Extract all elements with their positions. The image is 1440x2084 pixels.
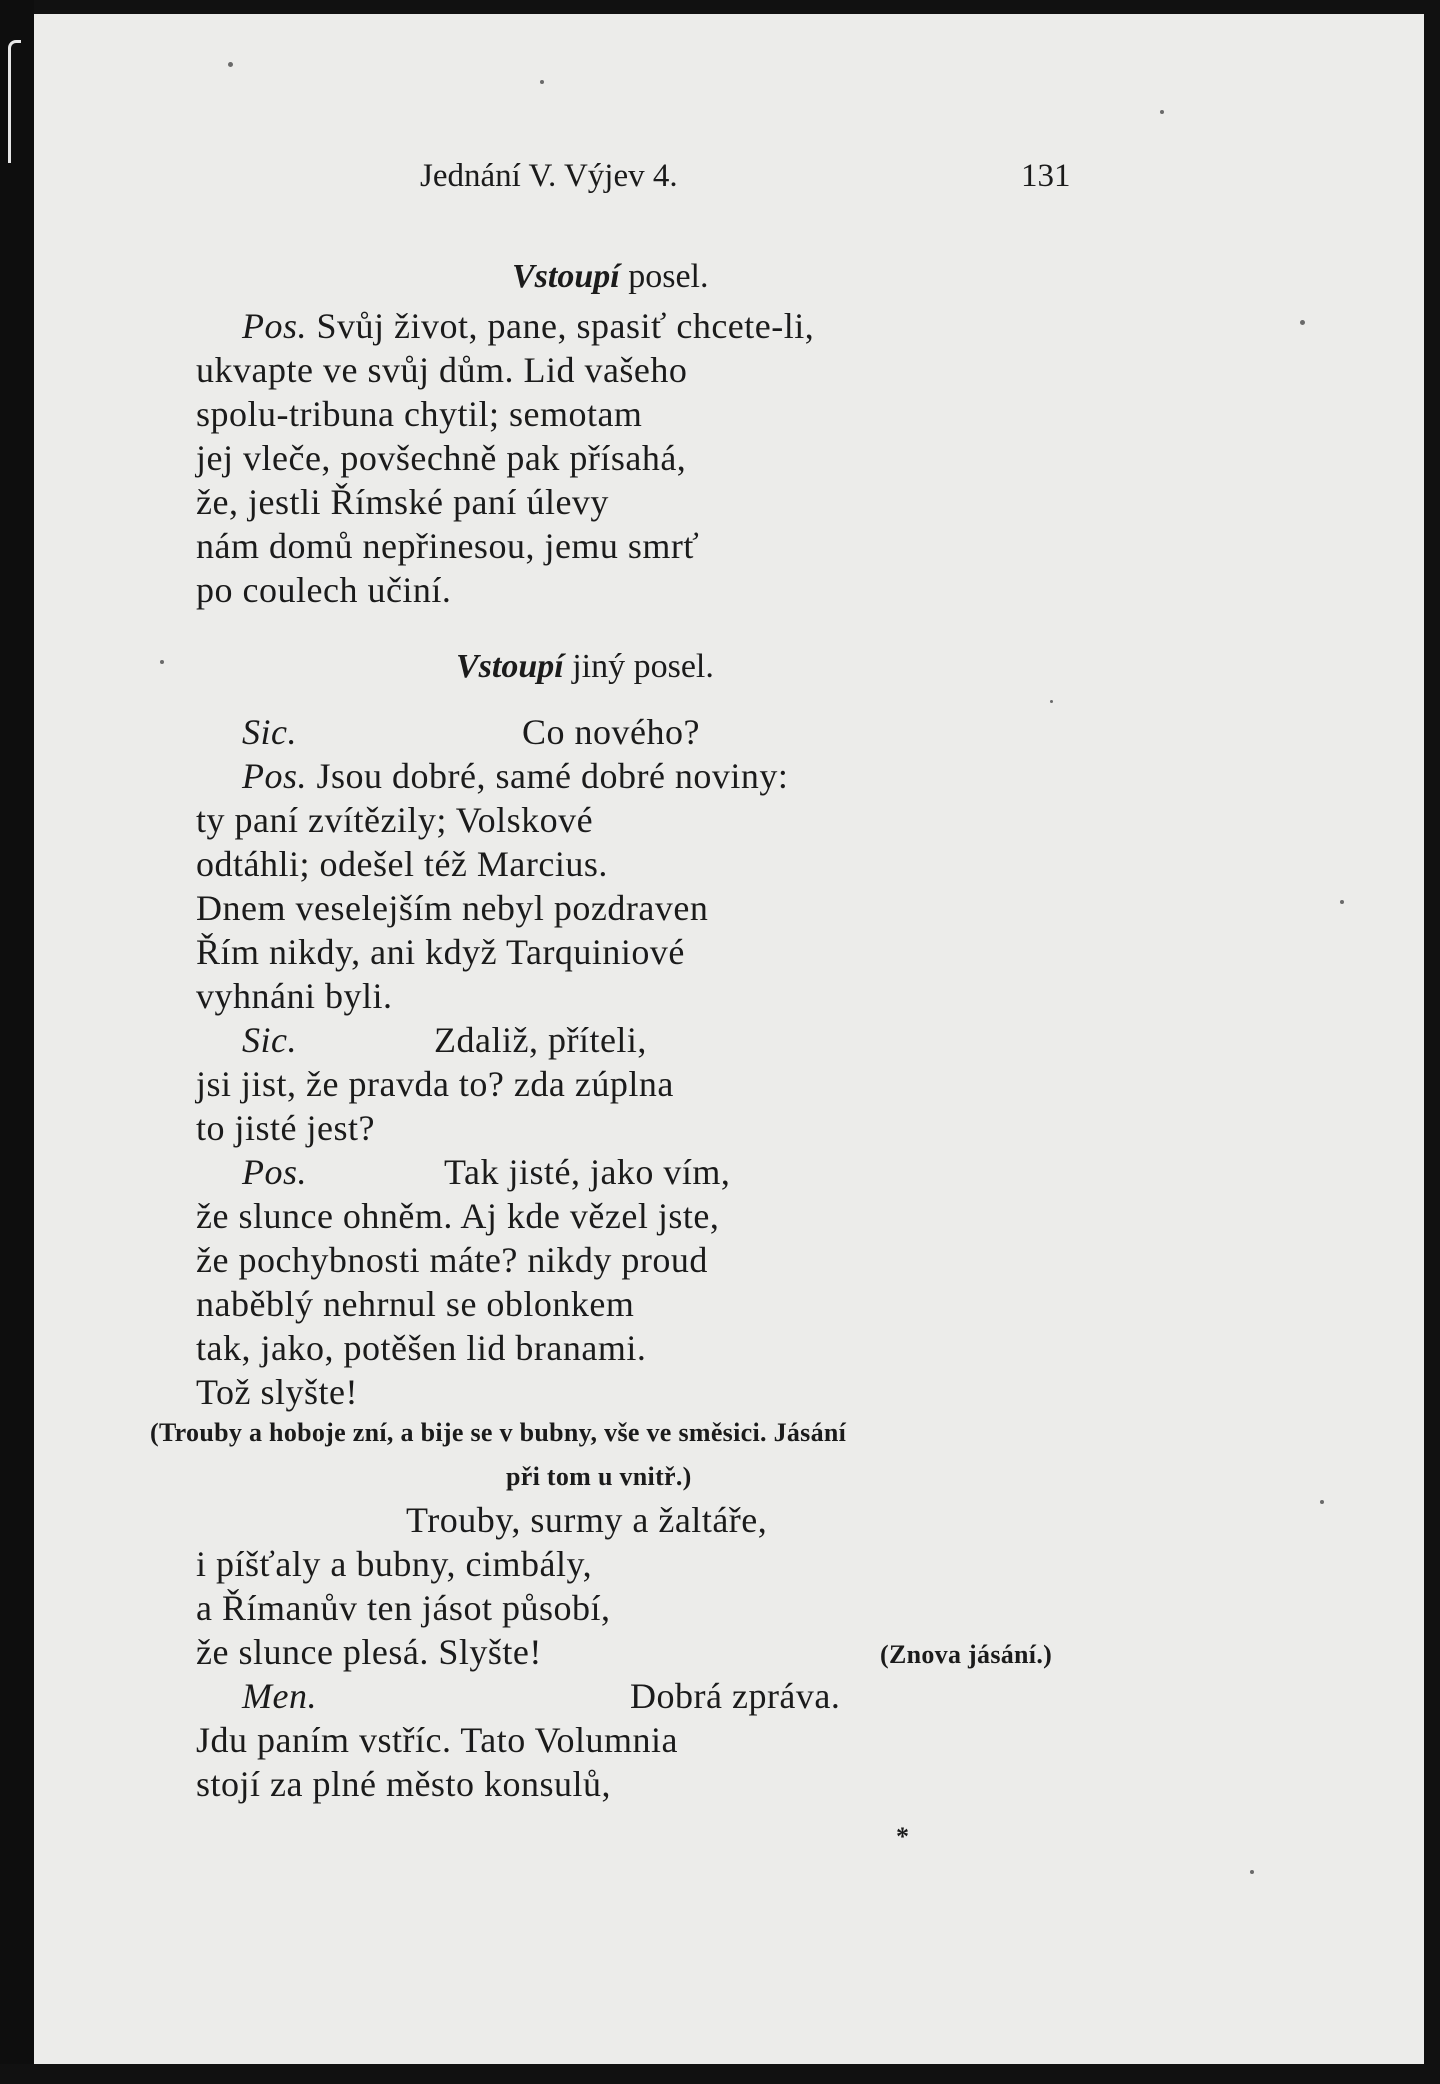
signature-mark: * (896, 1822, 909, 1851)
verse-text: Jsou dobré, samé dobré noviny: (307, 756, 789, 796)
stage-rest: posel. (619, 258, 709, 295)
scan-speck (1160, 110, 1164, 114)
stage-direction-inline: (Znova jásání.) (880, 1640, 1053, 1669)
verse-line: Řím nikdy, ani když Tarquiniové (196, 932, 685, 972)
verse-text: Tak jisté, jako vím, (444, 1152, 731, 1192)
verse-line: tak, jako, potěšen lid branami. (196, 1328, 647, 1368)
scan-border-right (1424, 0, 1440, 2084)
stage-direction (512, 260, 709, 294)
stage-verb: Vstoupí (512, 258, 620, 295)
verse-line: jej vleče, povšechně pak přísahá, (196, 438, 687, 478)
speaker-label: Pos. (242, 756, 307, 796)
stage-direction-line: při tom u vnitř.) (506, 1462, 692, 1491)
verse-line: i píšťaly a bubny, cimbály, (196, 1544, 593, 1584)
verse-line: nám domů nepřinesou, jemu smrť (196, 526, 700, 566)
page-number: 131 (1021, 158, 1071, 194)
verse-line (242, 1020, 647, 1060)
scan-speck (540, 80, 544, 84)
verse-line: ty paní zvítězily; Volskové (196, 800, 594, 840)
verse-line: vyhnáni byli. (196, 976, 393, 1016)
stage-rest: jiný posel. (563, 648, 714, 685)
verse-line: že slunce plesá. Slyšte! (196, 1632, 542, 1672)
verse-line: po coulech učiní. (196, 570, 452, 610)
verse-line: že, jestli Římské paní úlevy (196, 482, 609, 522)
verse-line (242, 712, 700, 752)
verse-line: Tož slyšte! (196, 1372, 358, 1412)
scan-speck (160, 660, 164, 664)
verse-text: Dobrá zpráva. (630, 1676, 841, 1716)
scan-border-left (0, 0, 34, 2084)
scan-border-bottom (0, 2064, 1440, 2084)
scan-border-top (0, 0, 1440, 14)
verse-line: Dnem veselejším nebyl pozdraven (196, 888, 709, 928)
stage-direction (456, 650, 714, 684)
stage-direction-line: (Trouby a hoboje zní, a bije se v bubny, vše ve směsici. Jásání (150, 1418, 847, 1447)
verse-line (242, 1152, 731, 1192)
scan-speck (1050, 700, 1053, 703)
verse-line (242, 1676, 841, 1716)
scan-speck (1300, 320, 1305, 325)
scan-speck (1320, 1500, 1324, 1504)
verse-line: spolu-tribuna chytil; semotam (196, 394, 643, 434)
speaker-label: Sic. (242, 1020, 297, 1060)
verse-text: Co nového? (522, 712, 700, 752)
verse-text: Zdaliž, příteli, (434, 1020, 647, 1060)
speaker-label: Pos. (242, 1152, 307, 1192)
speaker-label: Pos. (242, 306, 307, 346)
verse-line: stojí za plné město konsulů, (196, 1764, 611, 1804)
running-header: Jednání V. Výjev 4. (420, 158, 678, 194)
verse-line: Jdu paním vstříc. Tato Volumnia (196, 1720, 678, 1760)
verse-line: jsi jist, že pravda to? zda zúplna (196, 1064, 674, 1104)
scan-speck (1250, 1870, 1254, 1874)
verse-line (242, 308, 814, 344)
verse-line: že slunce ohněm. Aj kde vězel jste, (196, 1196, 720, 1236)
verse-line: že pochybnosti máte? nikdy proud (196, 1240, 708, 1280)
verse-line (242, 758, 788, 794)
verse-line: a Římanův ten jásot působí, (196, 1588, 611, 1628)
scan-speck (1340, 900, 1344, 904)
verse-text: Svůj život, pane, spasiť chcete-li, (307, 306, 815, 346)
verse-line: ukvapte ve svůj dům. Lid vašeho (196, 350, 688, 390)
verse-line: Trouby, surmy a žaltáře, (406, 1500, 768, 1540)
verse-line: odtáhli; odešel též Marcius. (196, 844, 608, 884)
verse-line: naběblý nehrnul se oblonkem (196, 1284, 635, 1324)
speaker-label: Sic. (242, 712, 297, 752)
stage-verb: Vstoupí (456, 648, 564, 685)
scan-speck (228, 62, 233, 67)
verse-line: to jisté jest? (196, 1108, 375, 1148)
speaker-label: Men. (242, 1676, 317, 1716)
